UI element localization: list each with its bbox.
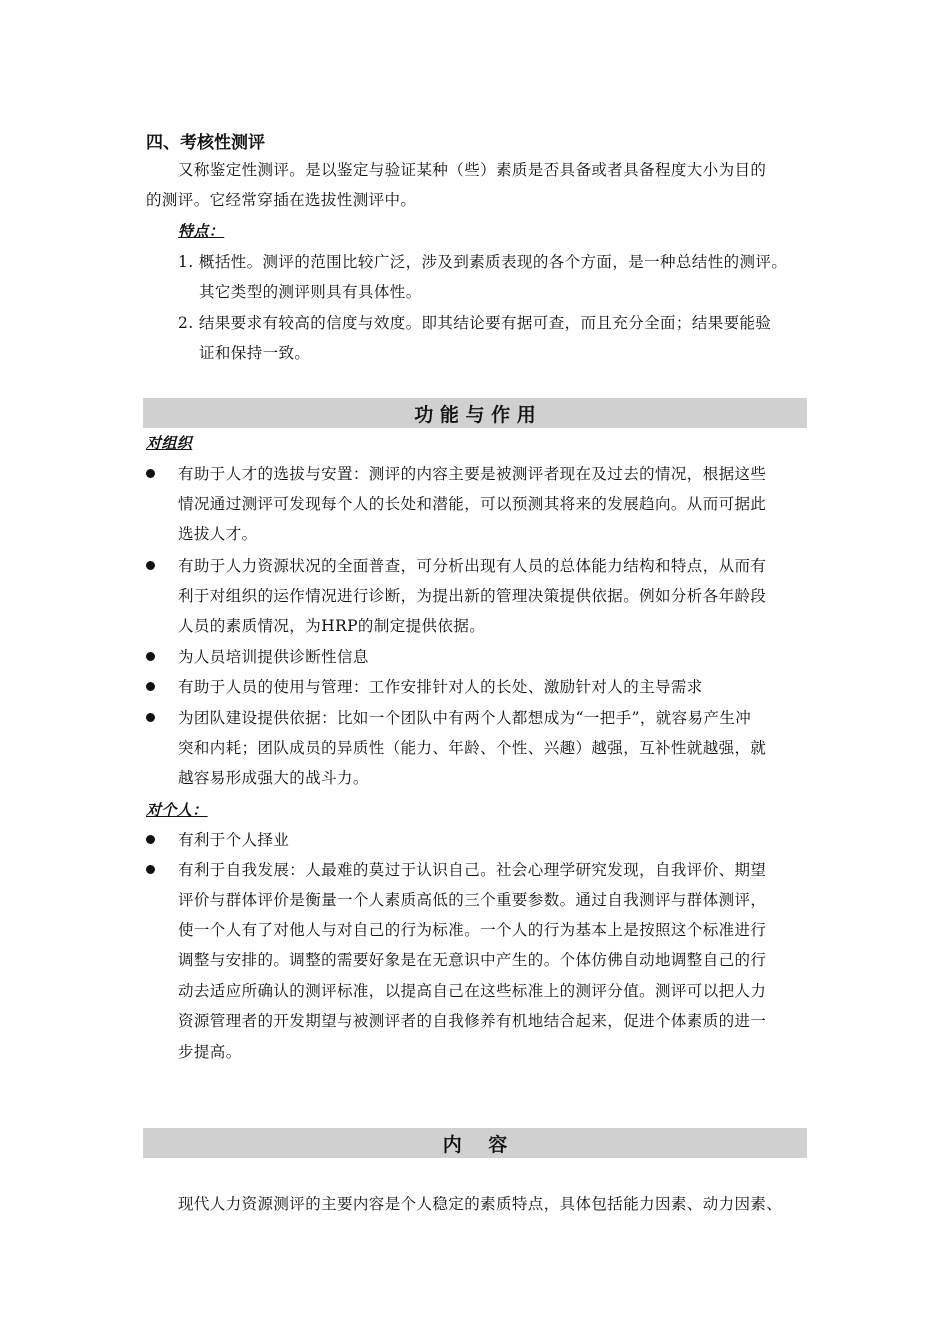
list-item-line: 有助于人力资源状况的全面普查，可分析出现有人员的总体能力结构和特点，从而有 [178,557,767,575]
list-item-line: 突和内耗；团队成员的异质性（能力、年龄、个性、兴趣）越强，互补性就越强，就 [178,739,767,757]
content-banner: 内 容 [143,1128,807,1158]
ind-label: 对个人： [146,801,208,819]
list-item-line: 选拔人才。 [178,525,258,543]
list-item-line: 评价与群体评价是衡量一个人素质高低的三个重要参数。通过自我测评与群体测评， [178,891,767,909]
list-item-line: 有利于个人择业 [178,831,290,849]
list-item-line: 人员的素质情况，为HRP的制定提供依据。 [178,617,486,635]
features-label: 特点： [178,222,225,240]
list-item-line: 利于对组织的运作情况进行诊断，为提出新的管理决策提供依据。例如分析各年龄段 [178,587,767,605]
bullet [146,713,155,722]
list-item-line: 步提高。 [178,1043,242,1061]
bullet [146,561,155,570]
list-item-line: 情况通过测评可发现每个人的长处和潜能，可以预测其将来的发展趋向。从而可据此 [178,495,767,513]
list-item-line: 为人员培训提供诊断性信息 [178,648,369,666]
list-item-line: 动去适应所确认的测评标准，以提高自己在这些标准上的测评分值。测评可以把人力 [178,982,767,1000]
numbered-item-line: 1. 概括性。测评的范围比较广泛，涉及到素质表现的各个方面，是一种总结性的测评。 [178,253,788,271]
section-heading: 四、考核性测评 [146,133,265,153]
list-item-line: 有助于人员的使用与管理：工作安排针对人的长处、激励针对人的主导需求 [178,678,703,696]
bullet [146,865,155,874]
bullet [146,682,155,691]
numbered-item-line: 证和保持一致。 [199,344,311,362]
bullet [146,652,155,661]
org-label: 对组织 [146,434,193,452]
function-banner: 功 能 与 作 用 [143,398,807,428]
paragraph-line: 的测评。它经常穿插在选拔性测评中。 [146,191,417,209]
numbered-item-line: 其它类型的测评则具有具体性。 [199,283,422,301]
list-item-line: 使一个人有了对他人与对自己的行为标准。一个人的行为基本上是按照这个标准进行 [178,921,767,939]
paragraph-line: 现代人力资源测评的主要内容是个人稳定的素质特点，具体包括能力因素、动力因素、 [178,1195,783,1213]
list-item-line: 有利于自我发展：人最难的莫过于认识自己。社会心理学研究发现，自我评价、期望 [178,861,767,879]
paragraph-line: 又称鉴定性测评。是以鉴定与验证某种（些）素质是否具备或者具备程度大小为目的 [178,161,767,179]
bullet [146,469,155,478]
list-item-line: 越容易形成强大的战斗力。 [178,769,369,787]
list-item-line: 资源管理者的开发期望与被测评者的自我修养有机地结合起来，促进个体素质的进一 [178,1012,767,1030]
list-item-line: 有助于人才的选拔与安置：测评的内容主要是被测评者现在及过去的情况，根据这些 [178,465,767,483]
list-item-line: 为团队建设提供依据：比如一个团队中有两个人都想成为“一把手”，就容易产生冲 [178,709,752,727]
numbered-item-line: 2. 结果要求有较高的信度与效度。即其结论要有据可查，而且充分全面；结果要能验 [178,314,772,332]
bullet [146,835,155,844]
list-item-line: 调整与安排的。调整的需要好象是在无意识中产生的。个体仿佛自动地调整自己的行 [178,951,767,969]
